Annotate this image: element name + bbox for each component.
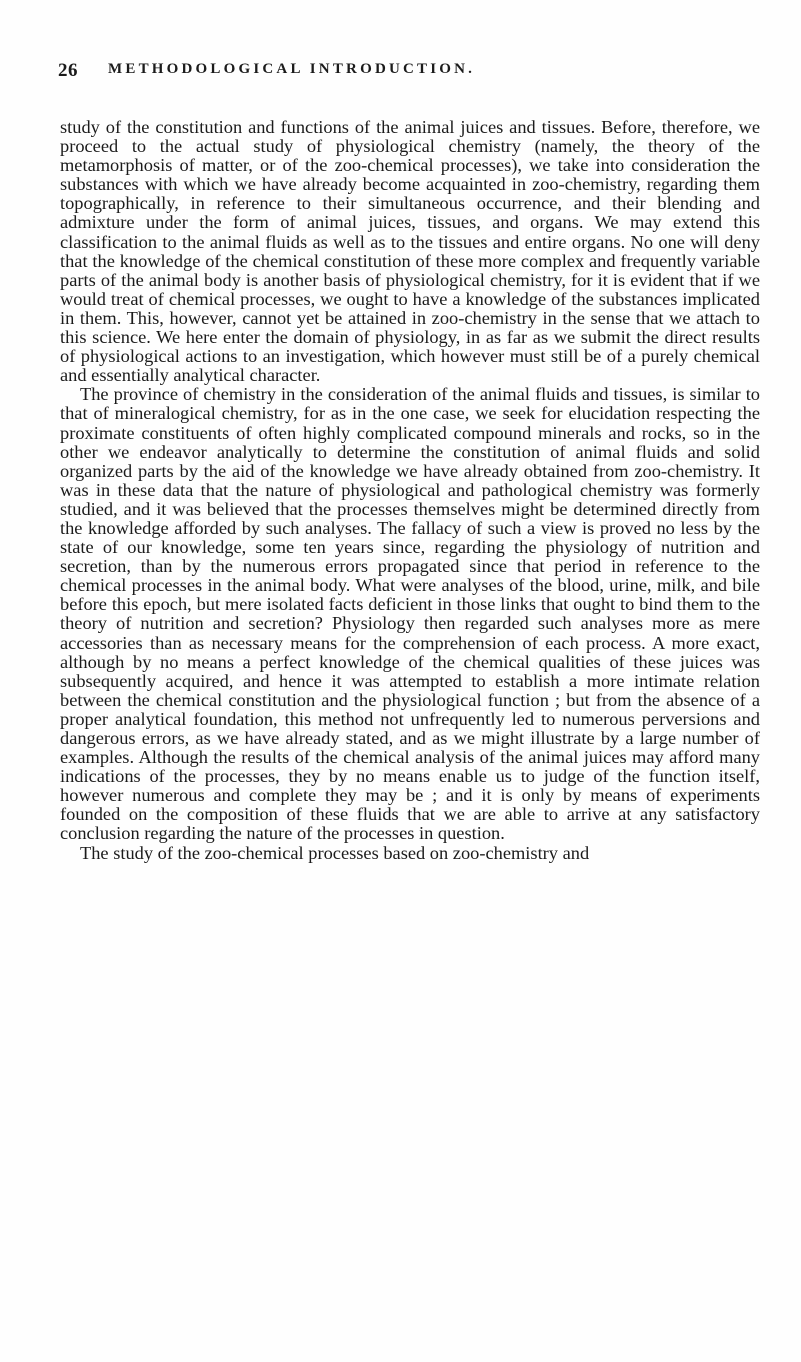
- paragraph-continued: study of the constitution and functions of the animal juices and tissues. Before, therefore, we proceed to the actual study of physiological chemistry (namely, the theory of the metamorphosis of matter, or of the zoo-chemical processes), we take into consideration the substances with which we have already become acquainted in zoo-chemistry, regarding them topographically, in reference to their simultaneous occurrence, and their blending and admixture under the form of animal juices, tissues, and organs. We may extend this classification to the animal fluids as well as to the tissues and entire organs. No one will deny that the knowledge of the chemical constitution of these more complex and frequently variable parts of the animal body is another basis of physiological chemistry, for it is evident that if we would treat of chemical processes, we ought to have a knowledge of the substances implicated in them. This, however, cannot yet be attained in zoo-chemistry in the sense that we attach to this science. We here enter the domain of physiology, in as far as we submit the direct results of physiological actions to an investigation, which however must still be of a purely chemical and essentially analytical character.: [60, 117, 760, 386]
- running-title: METHODOLOGICAL INTRODUCTION.: [108, 61, 476, 77]
- body-text: [60, 118, 760, 863]
- running-head: [58, 60, 761, 84]
- page-number: 26: [58, 60, 78, 81]
- paragraph-zoo-chemical-processes: The study of the zoo-chemical processes based on zoo-chemistry and: [80, 842, 590, 863]
- paragraph-province-of-chemistry: The province of chemistry in the consideration of the animal fluids and tissues, is similar to that of mineralogical chemistry, for as in the one case, we seek for elucidation respecting the proximate constituents of often highly complicated compound minerals and rocks, so in the other we endeavor analytically to determine the constitution of animal fluids and solid organized parts by the aid of the knowledge we have already obtained from zoo-chemistry. It was in these data that the nature of physiological and pathological chemistry was formerly studied, and it was believed that the processes themselves might be determined directly from the knowledge afforded by such analyses. The fallacy of such a view is proved no less by the state of our knowledge, some ten years since, regarding the physiology of nutrition and secretion, than by the numerous errors propagated since that period in reference to the chemical processes in the animal body. What were analyses of the blood, urine, milk, and bile before this epoch, but mere isolated facts deficient in those links that ought to bind them to the theory of nutrition and secretion? Physiology then regarded such analyses more as mere accessories than as necessary means for the comprehension of each process. A more exact, although by no means a perfect knowledge of the chemical qualities of these juices was subsequently acquired, and hence it was attempted to establish a more intimate relation between the chemical constitution and the physiological function ; but from the absence of a proper analytical foundation, this method not unfrequently led to numerous perversions and dangerous errors, as we have already stated, and as we might illustrate by a large number of examples. Although the results of the chemical analysis of the animal juices may afford many indications of the processes, they by no means enable us to judge of the function itself, however numerous and complete they may be ; and it is only by means of experiments founded on the composition of these fluids that we are able to arrive at any satisfactory conclusion regarding the nature of the processes in question.: [60, 384, 760, 844]
